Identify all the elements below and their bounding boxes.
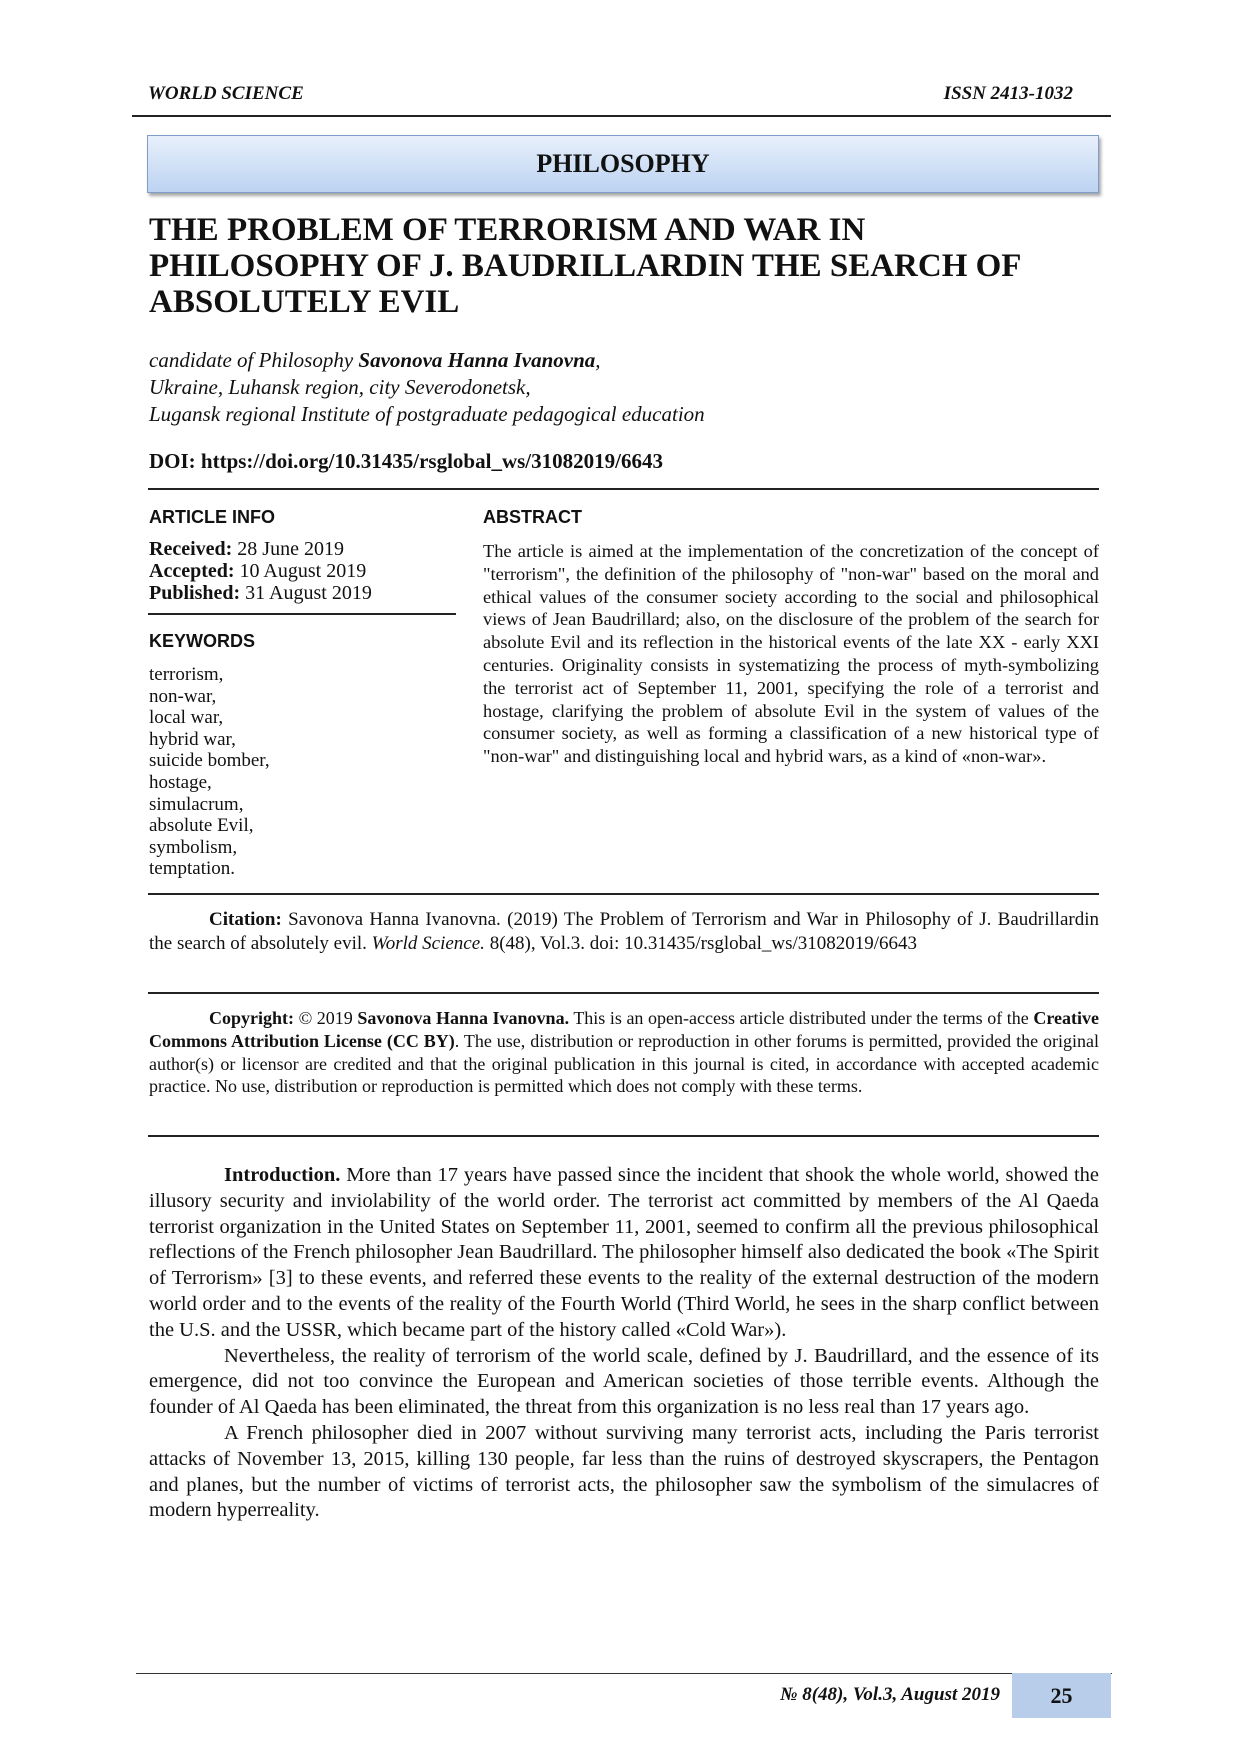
paragraph: Nevertheless, the reality of terrorism of the world scale, defined by J. Baudrillard, and the essence of its emergence, did not too convince the European and American societies of those terrible events. Although the founder of Al Qaeda has been eliminated, the threat from this organization is no less real than 17 years ago. — [149, 1344, 1099, 1419]
keywords-list — [149, 664, 270, 880]
author-name: Savonova Hanna Ivanovna — [358, 348, 596, 372]
divider — [148, 613, 456, 615]
header-divider — [132, 115, 1111, 117]
author-institution: Lugansk regional Institute of postgraduate pedagogical education — [149, 402, 705, 426]
article-dates — [149, 538, 372, 604]
author-line — [149, 347, 705, 374]
issn: ISSN 2413-1032 — [943, 83, 1073, 104]
keyword: temptation. — [149, 858, 236, 880]
citation: Citation: Savonova Hanna Ivanovna. (2019) The Problem of Terrorism and War in Philosophy of J. Baudrillardin the search of absolutely evil. World Science. 8(48), Vol.3. doi: 10.31435/rsglobal_ws/31082019/6643 — [149, 909, 1099, 954]
published-date: Published: 31 August 2019 — [149, 582, 372, 604]
author-degree: candidate of Philosophy — [149, 348, 359, 372]
keyword: symbolism, — [149, 836, 238, 858]
section-label: PHILOSOPHY — [536, 149, 710, 178]
abstract-text: The article is aimed at the implementation of the concretization of the concept of "terrorism", the definition of the philosophy of "non-war" based on the moral and ethical values of the consumer society according to the social and philosophical views of Jean Baudrillard; also, on the disclosure of the problem of the search for absolute Evil and its reflection in the historical events of the late XX - early XXI centuries. Originality consists in systematizing the process of myth-symbolizing the terrorist act of September 11, 2001, specifying the role of a terrorist and hostage, clarifying the problem of absolute Evil in the system of values of the consumer society, as well as forming a classification of a new historical type of "non-war" and distinguishing local and hybrid wars, as a kind of «non-war». — [483, 541, 1099, 767]
page-number: 25 — [1012, 1673, 1111, 1718]
keywords-heading: KEYWORDS — [149, 631, 256, 651]
author-location: Ukraine, Luhansk region, city Severodonetsk, — [149, 375, 531, 399]
divider — [148, 488, 1099, 490]
section-banner — [147, 135, 1099, 193]
keyword: terrorism, — [149, 664, 224, 685]
article-title: THE PROBLEM OF TERRORISM AND WAR IN PHILOSOPHY OF J. BAUDRILLARDIN THE SEARCH OF ABSOLUTELY EVIL — [149, 212, 1021, 320]
keyword: suicide bomber, — [149, 750, 270, 772]
footer-divider — [136, 1673, 1112, 1674]
divider — [148, 893, 1099, 895]
received-date: Received: 28 June 2019 — [149, 538, 344, 560]
keyword: hostage, — [149, 771, 212, 793]
divider — [148, 992, 1099, 994]
author-block — [149, 347, 705, 428]
journal-name: WORLD SCIENCE — [148, 83, 304, 104]
keyword: local war, — [149, 707, 224, 729]
paragraph: Introduction. More than 17 years have passed since the incident that shook the whole world, showed the illusory security and inviolability of the world order. The terrorist act committed by members of the Al Qaeda terrorist organization in the United States on September 11, 2001, seemed to confirm all the previous philosophical reflections of the French philosopher Jean Baudrillard. The philosopher himself also dedicated the book «The Spirit of Terrorism» [3] to these events, and referred these events to the reality of the external destruction of the modern world order and to the events of the reality of the Fourth World (Third World, he sees in the sharp conflict between the U.S. and the USSR, which became part of the history called «Cold War»). — [149, 1164, 1099, 1341]
paragraph: A French philosopher died in 2007 without surviving many terrorist acts, including the Paris terrorist attacks of November 13, 2015, killing 130 people, far less than the ruins of destroyed skyscrapers, the Pentagon and planes, but the number of victims of terrorist acts, the philosopher saw the symbolism of the simulacres of modern hyperreality. — [149, 1421, 1099, 1522]
doi[interactable]: DOI: https://doi.org/10.31435/rsglobal_ws/31082019/6643 — [149, 449, 663, 473]
article-body — [149, 1163, 1099, 1524]
keyword: simulacrum, — [149, 793, 244, 815]
issue-info: № 8(48), Vol.3, August 2019 — [780, 1684, 1000, 1705]
abstract-heading: ABSTRACT — [483, 507, 582, 527]
copyright-notice: Copyright: © 2019 Savonova Hanna Ivanovna. This is an open-access article distributed under the terms of the Creative Commons Attribution License (CC BY). The use, distribution or reproduction in other forums is permitted, provided the original author(s) or licensor are credited and that the original publication in this journal is cited, in accordance with accepted academic practice. No use, distribution or reproduction is permitted which does not comply with these terms. — [149, 1008, 1099, 1097]
divider — [148, 1135, 1099, 1137]
keyword: absolute Evil, — [149, 815, 254, 837]
keyword: hybrid war, — [149, 728, 236, 750]
accepted-date: Accepted: 10 August 2019 — [149, 560, 367, 582]
author-name-suffix: , — [595, 348, 601, 372]
keyword: non-war, — [149, 685, 217, 707]
article-info-heading: ARTICLE INFO — [149, 507, 275, 527]
